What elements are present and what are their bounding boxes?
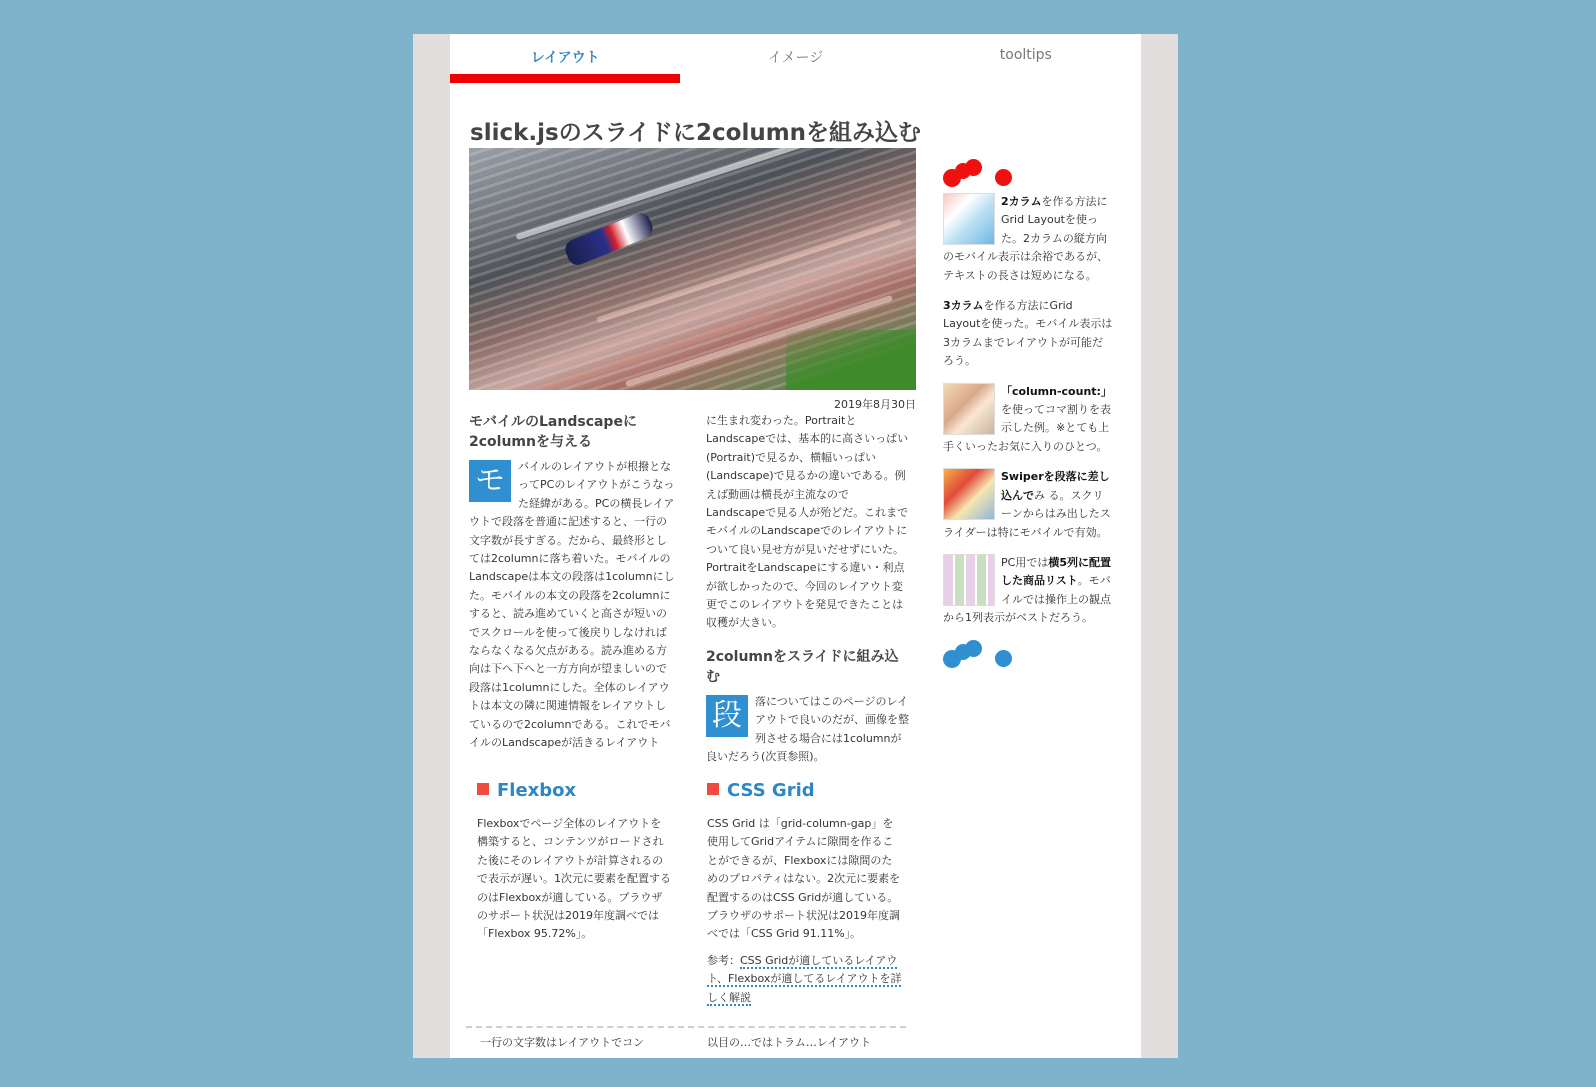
tab-bar: [450, 34, 1141, 84]
tab-image[interactable]: イメージ: [767, 50, 824, 66]
hero-image[interactable]: [469, 148, 916, 390]
sidebar-item[interactable]: [943, 297, 1113, 371]
tab-tooltips[interactable]: tooltips: [999, 47, 1052, 63]
sidebar-item-text: を作る方法にGrid Layoutを使った。モバイル表示は3カラムまでレイアウトが可能だろう。: [943, 299, 1113, 368]
sidebar-item-text: み る。スクリーンからはみ出したスライダーは特にモバイルで有効。: [943, 488, 1111, 539]
article-date: 2019年8月30日: [834, 398, 916, 411]
sidebar-item-bold: 3カラム: [943, 299, 984, 313]
sidebar-item[interactable]: [943, 193, 1113, 285]
sidebar-item-bold: 「column-count:」: [1001, 384, 1112, 398]
sidebar-item[interactable]: [943, 468, 1113, 542]
section1-continued: に生まれ変わった。PortraitとLandscapeでは、基本的に高さいっぱい(Portrait)で見るか、横幅いっぱい(Landscape)で見るかの違いである。例えば動画は横長が主流なので Landscapeで見る人が殆どだ。これまでモバイルのLandscapeでのレイアウトについて良い見せ方が見いだせずにいた。PortraitをLandscapeにする違い・利点が欲しかったので、今回のレイアウト変更でこのレイアウトを発見できたことは収穫が大きい。: [706, 414, 909, 630]
page-frame: [413, 34, 1178, 1058]
sidebar-item[interactable]: [943, 383, 1113, 457]
article-column-left: [469, 412, 677, 753]
section2-heading: 2columnをスライドに組み込む: [706, 648, 899, 685]
thumbnail-image[interactable]: [943, 383, 995, 435]
grass: [786, 330, 916, 390]
dropcap: 段: [706, 695, 748, 737]
square-icon: [477, 783, 489, 795]
thumbnail-image[interactable]: [943, 468, 995, 520]
flexbox-section: [477, 779, 672, 944]
dropcap: モ: [469, 460, 511, 502]
next-section-cutoff-left: 一行の文字数はレイアウトでコン: [480, 1036, 645, 1049]
cssgrid-heading-text: CSS Grid: [727, 780, 815, 801]
cssgrid-section: [707, 779, 903, 1007]
sidebar-item-text: を使ってコマ割りを表示した例。※とても上手くいったお気に入りのひとつ。: [943, 403, 1111, 453]
square-icon: [707, 783, 719, 795]
cssgrid-heading: [707, 779, 903, 803]
section1-text: バイルのレイアウトが根撥となってPCのレイアウトがこうなった経緯がある。PCの横長レイアウトで段落を普通に記述すると、一行の文字数が長すぎる。だから、最終形としては2columnに落ち着いた。モバイルのLandscapeは本文の段落は1columnにした。モバイルの本文の段落を2columnにすると、読み進めていくと高さが短いのでスクロールを使って後戻りしなければならなくなる欠点がある。読み進める方向は下へ下へと一方方向が望ましいので段落は1columnにした。全体のレイアウトは本文の隣に関連情報をレイアウトしているので2columnである。これでモバイルのLandscapeが活きるレイアウト: [469, 460, 675, 750]
article-title: slick.jsのスライドに2columnを組み込む: [470, 120, 922, 146]
sidebar-item-bold: 横5列に配置した商品リスト: [1001, 555, 1111, 588]
sidebar: [943, 159, 1113, 674]
section2-text: 落についてはこのページのレイアウトで良いのだが、画像を整列させる場合には1columnが良いだろう(次頁参照)。: [706, 694, 909, 764]
sidebar-item-text: を作る方法にGrid Layoutを使った。2カラムの縦方向のモバイル表示は余裕であるが、テキストの長さは短めになる。: [943, 195, 1108, 282]
dashed-divider: [466, 1026, 906, 1028]
tab-layout[interactable]: レイアウト: [450, 34, 680, 84]
article-column-right: [706, 412, 910, 767]
flexbox-heading-text: Flexbox: [497, 780, 577, 801]
thumbnail-image[interactable]: [943, 554, 995, 606]
section1-heading: モバイルのLandscapeに2columnを与える: [469, 414, 637, 450]
sidebar-item-bold: 2カラム: [1001, 195, 1042, 208]
flexbox-text: Flexboxでページ全体のレイアウトを構築すると、コンテンツがロードされた後にそのレイアウトが計算されるので表示が遅い。1次元に要素を配置するのはFlexboxが適している。ブラウザのサポート状況は2019年度調べでは「Flexbox 95.72%」。: [477, 817, 671, 941]
cssgrid-text: CSS Grid は「grid-column-gap」を使用してGridアイテムに隙間を作ることができるが、Flexboxには隙間のためのプロパティはない。2次元に要素を配置するのはCSS Gridが適している。ブラウザのサポート状況は2019年度調べでは「CSS Grid 91.11%」。: [707, 817, 901, 941]
reference-prefix: 参考：: [707, 953, 740, 967]
next-section-cutoff-right: 以目の…ではトラム…レイアウト: [707, 1036, 872, 1049]
blue-dots-icon: [943, 640, 1023, 674]
flexbox-heading: [477, 779, 672, 803]
sidebar-item-bold: Swiperを段落に差し込んで: [1001, 470, 1110, 502]
red-dots-icon: [943, 159, 1023, 193]
sidebar-item[interactable]: [943, 554, 1113, 628]
reference-link[interactable]: CSS Gridが適しているレイアウト、Flexboxが適してるレイアウトを詳しく解説: [707, 953, 902, 1004]
reference: [707, 952, 903, 1007]
sidebar-item-text: 。モバイルでは操作上の観点から1列表示がベストだろう。: [943, 574, 1111, 625]
sidebar-item-prefix: PC用では: [1001, 555, 1049, 569]
content-page: [450, 34, 1141, 1058]
thumbnail-image[interactable]: [943, 193, 995, 245]
